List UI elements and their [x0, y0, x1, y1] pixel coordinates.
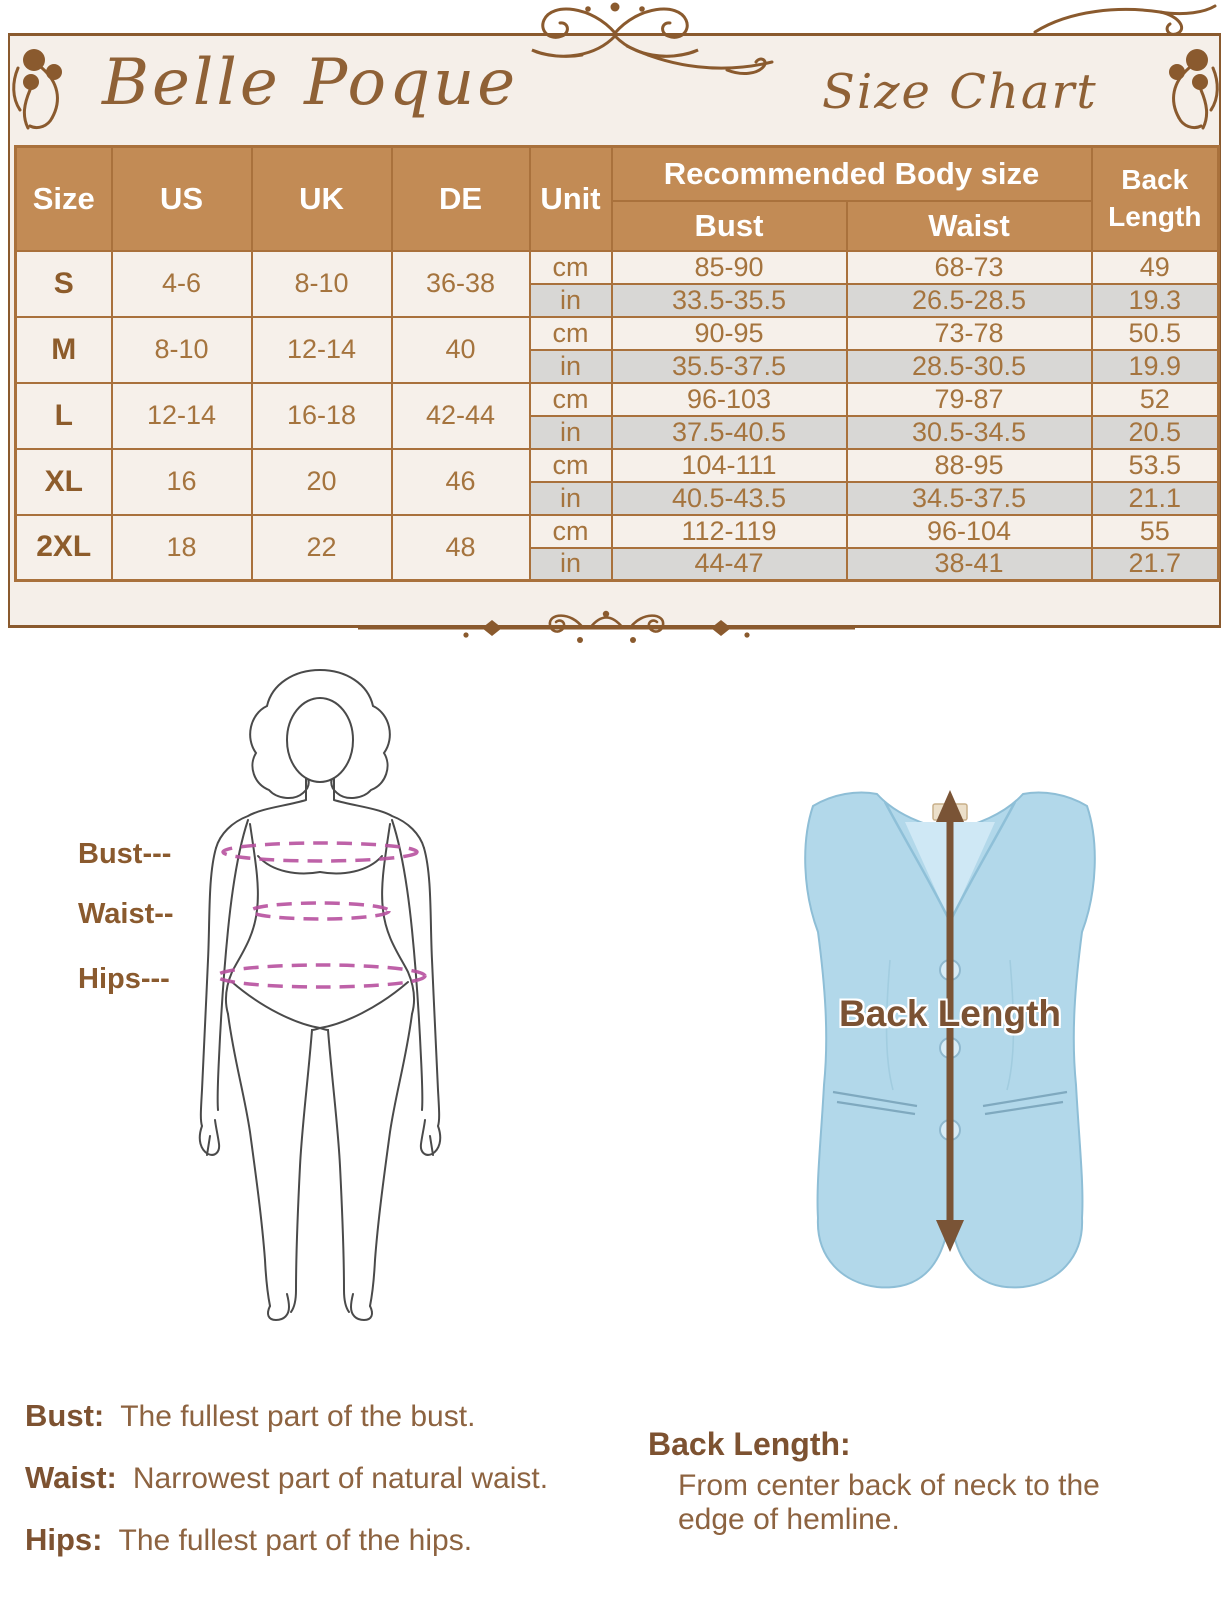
unit-cell: in: [530, 350, 612, 383]
waist-cell: 28.5-30.5: [847, 350, 1092, 383]
waist-cell: 88-95: [847, 449, 1092, 482]
measurement-definitions: [25, 1398, 625, 1584]
unit-cell: cm: [530, 317, 612, 350]
header-size: Size: [16, 147, 112, 251]
uk-cell: 12-14: [252, 317, 392, 383]
waist-cell: 73-78: [847, 317, 1092, 350]
bust-cell: 112-119: [612, 515, 847, 548]
waist-cell: 96-104: [847, 515, 1092, 548]
back-cell: 21.1: [1092, 482, 1219, 515]
brand-logo: Belle Poque: [102, 46, 519, 120]
bust-desc: The fullest part of the bust.: [120, 1400, 476, 1433]
waist-cell: 68-73: [847, 251, 1092, 284]
de-cell: 40: [392, 317, 530, 383]
table-row: [16, 515, 1219, 548]
header-us: US: [112, 147, 252, 251]
bust-cell: 96-103: [612, 383, 847, 416]
bust-cell: 37.5-40.5: [612, 416, 847, 449]
bust-definition: [25, 1398, 625, 1434]
back-cell: 53.5: [1092, 449, 1219, 482]
back-cell: 49: [1092, 251, 1219, 284]
back-cell: 19.9: [1092, 350, 1219, 383]
uk-cell: 8-10: [252, 251, 392, 317]
size-cell: S: [16, 251, 112, 317]
back-cell: 19.3: [1092, 284, 1219, 317]
flourish-corner-right-icon: [1137, 38, 1227, 133]
us-cell: 18: [112, 515, 252, 581]
back-cell: 52: [1092, 383, 1219, 416]
bust-cell: 85-90: [612, 251, 847, 284]
us-cell: 12-14: [112, 383, 252, 449]
back-cell: 55: [1092, 515, 1219, 548]
size-cell: L: [16, 383, 112, 449]
waist-cell: 26.5-28.5: [847, 284, 1092, 317]
unit-cell: in: [530, 284, 612, 317]
hips-desc: The fullest part of the hips.: [118, 1524, 473, 1557]
page-title: Size Chart: [822, 64, 1098, 120]
waist-cell: 38-41: [847, 548, 1092, 581]
size-cell: XL: [16, 449, 112, 515]
hips-term: Hips:: [25, 1522, 103, 1557]
waist-desc: Narrowest part of natural waist.: [132, 1462, 549, 1495]
unit-cell: cm: [530, 383, 612, 416]
table-row: [16, 449, 1219, 482]
waist-cell: 34.5-37.5: [847, 482, 1092, 515]
de-cell: 48: [392, 515, 530, 581]
unit-cell: cm: [530, 515, 612, 548]
us-cell: 16: [112, 449, 252, 515]
back-cell: 21.7: [1092, 548, 1219, 581]
flourish-top-right-icon: [1030, 2, 1220, 38]
us-cell: 4-6: [112, 251, 252, 317]
hips-definition: [25, 1522, 625, 1558]
bust-cell: 40.5-43.5: [612, 482, 847, 515]
uk-cell: 16-18: [252, 383, 392, 449]
figure-hips-label: Hips---: [78, 963, 170, 995]
back-length-desc: From center back of neck to the edge of hemline.: [678, 1469, 1100, 1536]
back-length-term: Back Length:: [648, 1426, 851, 1462]
header-waist: Waist: [847, 201, 1092, 251]
flourish-under-line-icon: [622, 40, 782, 80]
back-cell: 50.5: [1092, 317, 1219, 350]
table-row: [16, 317, 1219, 350]
de-cell: 36-38: [392, 251, 530, 317]
bust-cell: 35.5-37.5: [612, 350, 847, 383]
header-bust: Bust: [612, 201, 847, 251]
table-row: [16, 383, 1219, 416]
size-table: [14, 145, 1220, 582]
header-unit: Unit: [530, 147, 612, 251]
back-length-definition: [648, 1426, 1168, 1536]
uk-cell: 20: [252, 449, 392, 515]
de-cell: 42-44: [392, 383, 530, 449]
size-cell: M: [16, 317, 112, 383]
bust-term: Bust:: [25, 1398, 105, 1433]
back-length-annotation: Back Length: [838, 993, 1062, 1034]
de-cell: 46: [392, 449, 530, 515]
flourish-bottom-divider-icon: [358, 601, 855, 651]
waist-definition: [25, 1460, 625, 1496]
header-back-length: Back Length: [1092, 147, 1219, 251]
bust-cell: 104-111: [612, 449, 847, 482]
unit-cell: in: [530, 548, 612, 581]
header-de: DE: [392, 147, 530, 251]
vest-illustration: [785, 780, 1115, 1295]
bust-cell: 44-47: [612, 548, 847, 581]
waist-cell: 79-87: [847, 383, 1092, 416]
bust-cell: 90-95: [612, 317, 847, 350]
uk-cell: 22: [252, 515, 392, 581]
body-measurement-figure: [160, 658, 480, 1323]
unit-cell: cm: [530, 449, 612, 482]
waist-term: Waist:: [25, 1460, 117, 1495]
unit-cell: cm: [530, 251, 612, 284]
waist-cell: 30.5-34.5: [847, 416, 1092, 449]
flourish-corner-left-icon: [4, 38, 94, 133]
figure-bust-label: Bust---: [78, 838, 172, 870]
header-uk: UK: [252, 147, 392, 251]
unit-cell: in: [530, 482, 612, 515]
back-cell: 20.5: [1092, 416, 1219, 449]
table-row: [16, 251, 1219, 284]
unit-cell: in: [530, 416, 612, 449]
size-cell: 2XL: [16, 515, 112, 581]
header-body-size: Recommended Body size: [612, 147, 1092, 201]
us-cell: 8-10: [112, 317, 252, 383]
bust-cell: 33.5-35.5: [612, 284, 847, 317]
figure-waist-label: Waist--: [78, 898, 174, 930]
